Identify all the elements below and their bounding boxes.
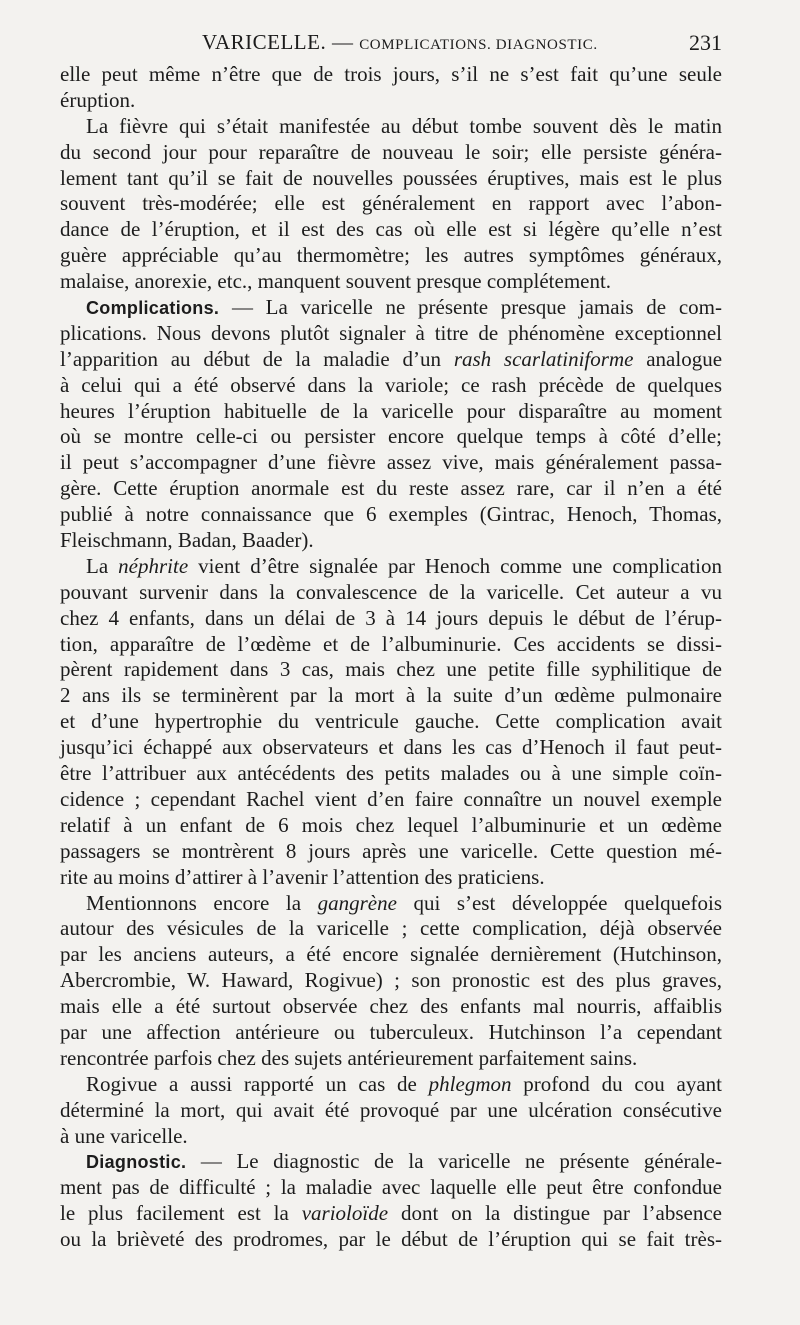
text-line bbox=[60, 476, 722, 502]
italic-term: gangrène bbox=[317, 890, 397, 915]
text-segment: Abercrombie, W. Haward, Rogivue) ; son pronostic est des plus graves, bbox=[60, 968, 722, 993]
text-segment: — Le diagnostic de la varicelle ne présente générale- bbox=[186, 1149, 722, 1174]
text-line bbox=[60, 839, 722, 865]
text-segment: — La varicelle ne présente presque jamais de com- bbox=[219, 295, 722, 320]
text-segment: ou la brièveté des prodromes, par le début de l’éruption qui se fait très- bbox=[60, 1227, 722, 1252]
text-line bbox=[60, 62, 722, 88]
text-segment: lement tant qu’il se fait de nouvelles poussées éruptives, mais est le plus bbox=[60, 165, 722, 190]
text-line bbox=[60, 1124, 722, 1150]
text-line bbox=[60, 1072, 722, 1098]
text-segment: La fièvre qui s’était manifestée au début tombe souvent dès le matin bbox=[86, 113, 722, 138]
text-segment: éruption. bbox=[60, 87, 136, 112]
text-segment: relatif à un enfant de 6 mois chez lequel l’albuminurie et un œdème bbox=[60, 812, 722, 837]
text-line bbox=[60, 632, 722, 658]
running-head-dash: — bbox=[331, 30, 354, 54]
italic-term: néphrite bbox=[118, 553, 189, 578]
text-line bbox=[60, 916, 722, 942]
text-segment: Rogivue a aussi rapporté un cas de bbox=[86, 1071, 429, 1096]
text-segment: passagers se montrèrent 8 jours après une varicelle. Cette question mé- bbox=[60, 838, 722, 863]
text-line bbox=[60, 347, 722, 373]
text-line bbox=[60, 787, 722, 813]
italic-term: varioloïde bbox=[301, 1201, 389, 1226]
text-segment: Fleischmann, Badan, Baader). bbox=[60, 528, 314, 553]
text-line bbox=[60, 1201, 722, 1227]
page-number: 231 bbox=[689, 30, 722, 55]
text-segment: déterminé la mort, qui avait été provoqué par une ulcération consécutive bbox=[60, 1097, 722, 1122]
text-segment: cidence ; cependant Rachel vient d’en faire connaître un nouvel exemple bbox=[60, 786, 722, 811]
text-line bbox=[60, 891, 722, 917]
text-segment: profond du cou ayant bbox=[511, 1071, 722, 1096]
text-line bbox=[60, 295, 722, 321]
text-segment: le plus facilement est la bbox=[60, 1201, 302, 1226]
text-segment: à une varicelle. bbox=[60, 1123, 188, 1148]
text-segment: elle peut même n’être que de trois jours, s’il ne s’est fait qu’une seule bbox=[60, 62, 722, 86]
text-line bbox=[60, 606, 722, 632]
text-line bbox=[60, 424, 722, 450]
text-line bbox=[60, 243, 722, 269]
text-line bbox=[60, 865, 722, 891]
text-segment: ment pas de difficulté ; la maladie avec laquelle elle peut être confondue bbox=[60, 1175, 722, 1200]
text-line bbox=[60, 114, 722, 140]
text-line bbox=[60, 554, 722, 580]
text-segment: du second jour pour reparaître de nouveau le soir; elle persiste généra- bbox=[60, 139, 722, 164]
text-segment: souvent très-modérée; elle est généralement en rapport avec l’abon- bbox=[60, 191, 722, 216]
text-segment: chez 4 enfants, dans un délai de 3 à 14 jours depuis le début de l’érup- bbox=[60, 605, 722, 630]
page-header bbox=[60, 30, 722, 56]
text-segment: il peut s’accompagner d’une fièvre assez vive, mais généralement passa- bbox=[60, 450, 722, 475]
text-segment: par une affection antérieure ou tuberculeux. Hutchinson l’a cependant bbox=[60, 1019, 722, 1044]
text-segment: dance de l’éruption, et il est des cas où elle est si légère qu’elle n’est bbox=[60, 217, 722, 242]
text-line bbox=[60, 88, 722, 114]
text-segment: rencontrée parfois chez des sujets antérieurement parfaitement sains. bbox=[60, 1045, 638, 1070]
text-segment: pèrent rapidement dans 3 cas, mais chez une petite fille syphilitique de bbox=[60, 657, 722, 682]
section-heading: Diagnostic. bbox=[86, 1152, 187, 1173]
running-head-subtitle: COMPLICATIONS. DIAGNOSTIC. bbox=[359, 37, 598, 53]
body-text bbox=[60, 62, 722, 1253]
section-heading: Complications. bbox=[86, 298, 220, 319]
text-segment: malaise, anorexie, etc., manquent souvent presque complétement. bbox=[60, 269, 612, 294]
italic-term: rash scarlatiniforme bbox=[453, 346, 634, 371]
text-segment: analogue bbox=[633, 346, 723, 371]
text-line bbox=[60, 994, 722, 1020]
text-segment: La bbox=[86, 553, 119, 578]
text-segment: heures l’éruption habituelle de la varicelle pour disparaître au moment bbox=[60, 398, 722, 423]
text-segment: mais elle a été surtout observée chez des enfants mal nourris, affaiblis bbox=[60, 994, 722, 1019]
text-segment: qui s’est développée quelquefois bbox=[396, 890, 722, 915]
running-head bbox=[202, 30, 598, 55]
text-line bbox=[60, 399, 722, 425]
italic-term: phlegmon bbox=[428, 1071, 512, 1096]
text-segment: dont on la distingue par l’absence bbox=[388, 1201, 722, 1226]
text-line bbox=[60, 502, 722, 528]
text-line bbox=[60, 968, 722, 994]
text-line bbox=[60, 1098, 722, 1124]
text-line bbox=[60, 450, 722, 476]
text-line bbox=[60, 761, 722, 787]
text-line bbox=[60, 1227, 722, 1253]
text-line bbox=[60, 580, 722, 606]
text-line bbox=[60, 321, 722, 347]
text-segment: 2 ans ils se terminèrent par la mort à la suite d’un œdème pulmonaire bbox=[60, 683, 722, 708]
text-segment: publié à notre connaissance que 6 exemples (Gintrac, Henoch, Thomas, bbox=[60, 502, 722, 527]
text-line bbox=[60, 709, 722, 735]
text-segment: vient d’être signalée par Henoch comme une complication bbox=[188, 553, 722, 578]
text-segment: où se montre celle-ci ou persister encore quelque temps à côté d’elle; bbox=[60, 424, 722, 449]
text-line bbox=[60, 657, 722, 683]
text-segment: être l’attribuer aux antécédents des petits malades ou à une simple coïn- bbox=[60, 761, 722, 786]
text-line bbox=[60, 1046, 722, 1072]
text-segment: tion, apparaître de l’œdème et de l’albuminurie. Ces accidents se dissi- bbox=[60, 631, 722, 656]
text-line bbox=[60, 528, 722, 554]
text-segment: et d’une hypertrophie du ventricule gauche. Cette complication avait bbox=[60, 709, 722, 734]
text-segment: gère. Cette éruption anormale est du reste assez rare, car il n’en a été bbox=[60, 476, 722, 501]
text-segment: plications. Nous devons plutôt signaler à titre de phénomène exceptionnel bbox=[60, 320, 722, 345]
text-segment: Mentionnons encore la bbox=[86, 890, 318, 915]
text-segment: pouvant survenir dans la convalescence de la varicelle. Cet auteur a vu bbox=[60, 579, 722, 604]
text-segment: autour des vésicules de la varicelle ; cette complication, déjà observée bbox=[60, 916, 722, 941]
text-line bbox=[60, 191, 722, 217]
text-segment: l’apparition au début de la maladie d’un bbox=[60, 346, 454, 371]
text-line bbox=[60, 373, 722, 399]
text-segment: par les anciens auteurs, a été encore signalée dernièrement (Hutchinson, bbox=[60, 942, 722, 967]
text-segment: à celui qui a été observé dans la variole; ce rash précède de quelques bbox=[60, 372, 722, 397]
text-line bbox=[60, 166, 722, 192]
text-segment: guère appréciable qu’au thermomètre; les autres symptômes généraux, bbox=[60, 243, 722, 268]
running-head-title: VARICELLE. bbox=[202, 30, 327, 54]
text-line bbox=[60, 1149, 722, 1175]
text-segment: rite au moins d’attirer à l’avenir l’attention des praticiens. bbox=[60, 864, 545, 889]
text-line bbox=[60, 269, 722, 295]
text-line bbox=[60, 813, 722, 839]
text-segment: jusqu’ici échappé aux observateurs et dans les cas d’Henoch il faut peut- bbox=[60, 735, 722, 760]
text-line bbox=[60, 683, 722, 709]
text-line bbox=[60, 140, 722, 166]
text-line bbox=[60, 1020, 722, 1046]
text-line bbox=[60, 735, 722, 761]
text-line bbox=[60, 942, 722, 968]
text-line bbox=[60, 217, 722, 243]
text-line bbox=[60, 1175, 722, 1201]
